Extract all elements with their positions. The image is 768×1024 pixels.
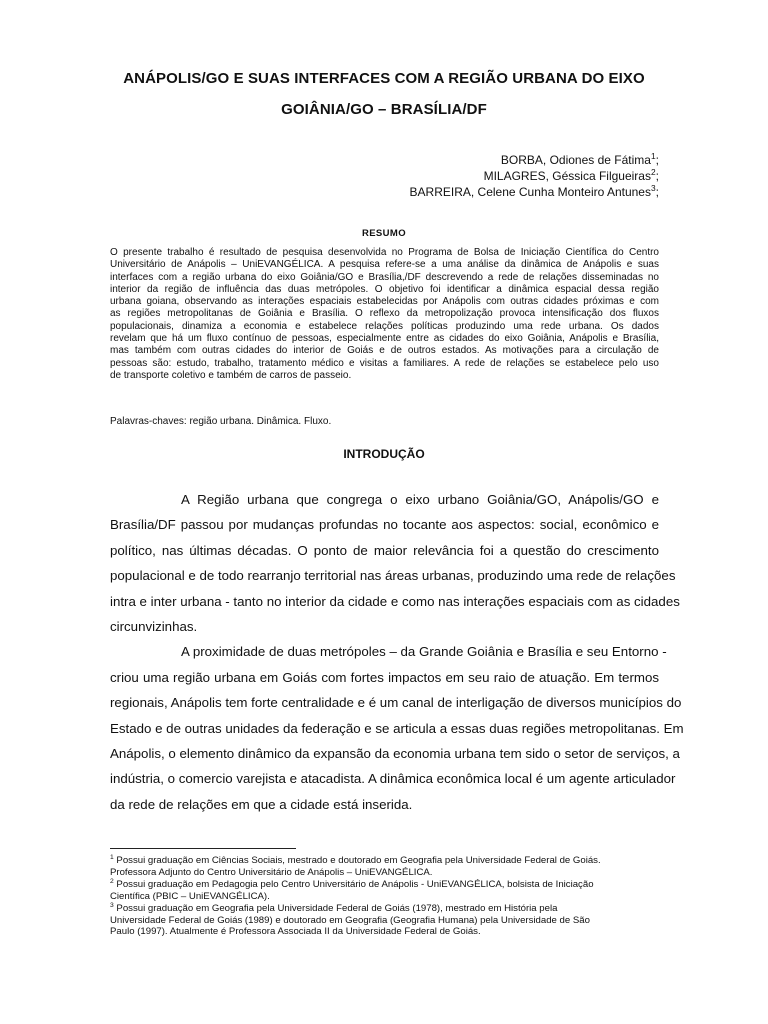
abstract-line: interior da região de influência das duas metrópoles. O objetivo foi identificar a dinâmica espacial dessa região: [110, 283, 659, 295]
abstract-line: O presente trabalho é resultado de pesquisa desenvolvida no Programa de Bolsa de Iniciação Científica do Centro: [110, 247, 659, 258]
author-entry: [410, 184, 659, 200]
abstract-line: de transporte coletivo e também de carros de passeio.: [110, 369, 352, 381]
paragraph-line: Estado e de outras unidades da federação e se articula a essas duas regiões metropolitanas. Em: [110, 720, 684, 736]
author-name: BORBA, Odiones de Fátima: [500, 153, 651, 167]
keywords: Palavras-chaves: região urbana. Dinâmica. Fluxo.: [110, 416, 332, 427]
paragraph-line: Anápolis, o elemento dinâmico da expansão da economia urbana tem sido o setor de serviços, a: [110, 746, 680, 762]
abstract-line: urbana goiana, observando as interações espaciais estabelecidas por Anápolis com outras cidades próximas e com: [110, 296, 659, 308]
author-entry: [410, 168, 659, 184]
footnote-mark: 3: [110, 901, 114, 909]
author-separator: ;: [655, 169, 659, 183]
footnote-line: Universidade Federal de Goiás (1989) e doutorado em Geografia (Geografia Humana) pela Universidade de São: [110, 914, 590, 926]
paragraph-line: A proximidade de duas metrópoles – da Grande Goiânia e Brasília e seu Entorno -: [181, 644, 667, 660]
paragraph-line: político, nas últimas décadas. O ponto de maior relevância foi a questão do crescimento: [110, 542, 659, 558]
paragraph-line: da rede de relações em que a cidade está inserida.: [110, 796, 413, 812]
section-heading-introducao: INTRODUÇÃO: [343, 447, 425, 461]
paragraph-line: populacional e de todo rearranjo territorial nas áreas urbanas, produzindo uma rede de relações: [110, 568, 676, 584]
footnote-line: [110, 855, 659, 867]
footnotes: [110, 855, 659, 938]
abstract-body: [110, 247, 659, 382]
footnote-line: [110, 903, 659, 915]
abstract-line: interfaces com a região urbana do eixo Goiânia/GO e Brasília,/DF descrevendo a rede de relações disseminadas no: [110, 271, 659, 283]
footnote-text: Possui graduação em Geografia pela Universidade Federal de Goiás (1978), mestrado em História pela: [116, 902, 558, 914]
paragraph-line: Brasília/DF passou por mudanças profundas no tocante aos aspectos: social, econômico e: [110, 517, 659, 533]
footnote-mark: 1: [650, 151, 656, 161]
footnote-line: Científica (PBIC – UniEVANGÉLICA).: [110, 890, 270, 902]
footnote-text: Possui graduação em Pedagogia pelo Centro Universitário de Anápolis - UniEVANGÉLICA, bolsista de Iniciação: [116, 878, 594, 890]
footnote-line: Professora Adjunto do Centro Universitário de Anápolis – UniEVANGÉLICA.: [110, 866, 433, 878]
author-separator: ;: [655, 153, 659, 167]
paragraph-line: regionais, Anápolis tem forte centralidade e é um canal de interligação de diversos municípios do: [110, 695, 682, 711]
abstract-heading: RESUMO: [361, 228, 407, 239]
paragraph-line: intra e inter urbana - tanto no interior da cidade e como nas interações espaciais com as cidades: [110, 593, 680, 609]
paragraph-line: circunvizinhas.: [110, 619, 198, 635]
abstract-line: mas também com outras cidades do interior de Goiás e de outros estados. As motivações para a circulação de: [110, 345, 659, 357]
footnote-mark: 2: [650, 167, 656, 177]
footnote-mark: 3: [650, 183, 656, 193]
paper-title-line-2: GOIÂNIA/GO – BRASÍLIA/DF: [281, 101, 487, 118]
footnote-line: Paulo (1997). Atualmente é Professora Associada II da Universidade Federal de Goiás.: [110, 926, 481, 938]
introduction-body: [110, 487, 684, 817]
footnote-text: Possui graduação em Ciências Sociais, mestrado e doutorado em Geografia pela Universidade Federal de Goiás.: [116, 855, 601, 866]
paragraph-line: criou uma região urbana em Goiás com fortes impactos em seu raio de atuação. Em termos: [110, 669, 659, 685]
abstract-line: Universitário de Anápolis – UniEVANGÉLICA. A pesquisa refere-se a uma análise da dinâmica de Anápolis e suas: [110, 259, 659, 271]
abstract-line: as regiões metropolitanas de Goiânia e Brasília. O reflexo da metropolização provoca intensificação dos fluxos: [110, 308, 659, 320]
footnote-line: [110, 879, 659, 891]
paragraph-line: indústria, o comercio varejista e atacadista. A dinâmica econômica local é um agente articulador: [110, 771, 676, 787]
footnote-mark: 1: [110, 853, 114, 861]
footnote-divider: [110, 848, 296, 849]
paper-title-line-1: ANÁPOLIS/GO E SUAS INTERFACES COM A REGIÃO URBANA DO EIXO: [123, 70, 645, 87]
abstract-line: populacionais, dinamiza a economia e estabelece relações políticas produzindo uma rede urbana. Os dados: [110, 320, 659, 332]
footnote-mark: 2: [110, 877, 114, 885]
author-entry: [410, 152, 659, 168]
abstract-line: revelam que há um fluxo contínuo de pessoas, especialmente entre as cidades do eixo Goiânia, Anápolis e Brasília,: [110, 333, 659, 345]
author-name: BARREIRA, Celene Cunha Monteiro Antunes: [409, 185, 651, 199]
paragraph-line: A Região urbana que congrega o eixo urbano Goiânia/GO, Anápolis/GO e: [181, 492, 659, 507]
abstract-line: pessoas são: estudo, trabalho, tratamento médico e visitas a familiares. A rede de relações se estabelece pelo uso: [110, 357, 659, 369]
author-name: MILAGRES, Géssica Filgueiras: [483, 169, 651, 183]
author-list: [410, 152, 659, 200]
author-separator: ;: [655, 185, 659, 199]
